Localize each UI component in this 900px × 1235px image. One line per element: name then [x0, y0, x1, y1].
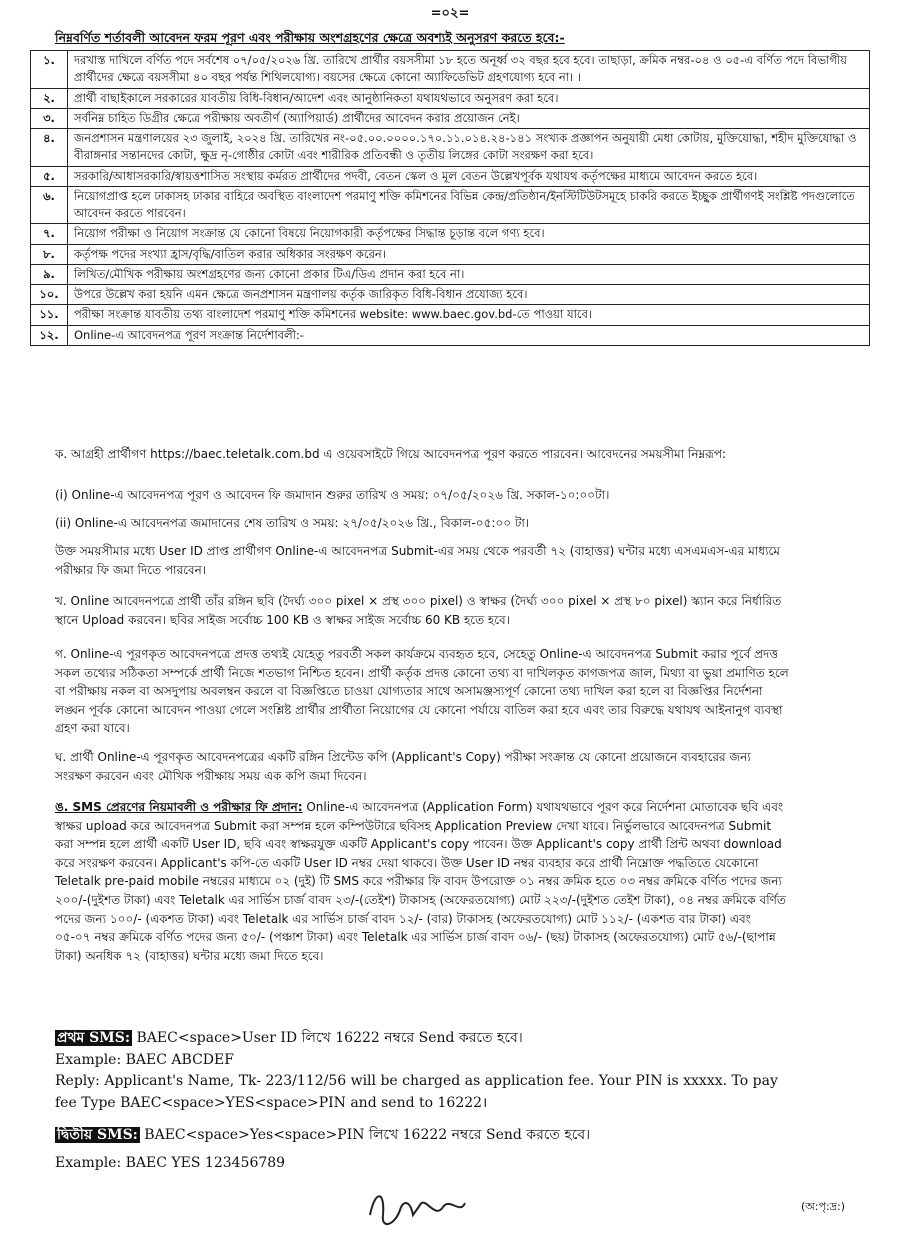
rule-text: নিয়োগ পরীক্ষা ও নিয়োগ সংক্রান্ত যে কোনো বিষয়ে নিয়োগকারী কর্তৃপক্ষের সিদ্ধান্ত চূড়ান্ত বলে গণ্য হবে।: [68, 224, 870, 244]
rule-row: [31, 325, 870, 345]
rule-row: [31, 285, 870, 305]
rule-row: [31, 305, 870, 325]
rule-number: ৭.: [31, 224, 68, 244]
rule-text: উপরে উল্লেখ করা হয়নি এমন ক্ষেত্রে জনপ্রশাসন মন্ত্রণালয় কর্তৃক জারিকৃত বিধি-বিধান প্রযোজ্য হবে।: [68, 285, 870, 305]
rule-row: [31, 129, 870, 167]
instruction-ka-i: [55, 486, 790, 505]
rule-number: ১.: [31, 51, 68, 89]
rule-text: প্রার্থী বাছাইকালে সরকারের যাবতীয় বিধি-বিধান/আদেশ এবং আনুষ্ঠানিকতা যথাযথভাবে অনুসরণ করা হবে।: [68, 88, 870, 108]
signature-image: [365, 1185, 475, 1235]
rule-text: Online-এ আবেদনপত্র পূরণ সংক্রান্ত নির্দেশাবলী:-: [68, 325, 870, 345]
rule-number: ২.: [31, 88, 68, 108]
rule-text: নিয়োগপ্রাপ্ত হলে ঢাকাসহ ঢাকার বাহিরে অবস্থিত বাংলাদেশ পরমাণু শক্তি কমিশনের বিভিন্ন কেন্দ্র/প্রতিষ্ঠান/ইনস্টিটিউটসমূহে চাকরি করতে ইচ্ছুক প্রার্থীগণই সংশ্লিষ্ট পদগুলোতে আবেদন করতে পারবেন।: [68, 186, 870, 224]
continued-note: (অ:পৃ:দ্র:): [800, 1200, 845, 1213]
second-sms-label: দ্বিতীয় SMS:: [57, 1127, 138, 1143]
rule-number: ১০.: [31, 285, 68, 305]
rules-intro: নিম্নবর্ণিত শর্তাবলী আবেদন ফরম পূরণ এবং পরীক্ষায় অংশগ্রহণের ক্ষেত্রে অবশ্যই অনুসরণ করতে হবে:-: [55, 30, 565, 45]
instruction-kha-text: খ. Online আবেদনপত্রে প্রার্থী তাঁর রঙ্গিন ছবি (দৈর্ঘ্য ৩০০ pixel × প্রস্থ ৩০০ pixel) ও স্বাক্ষর (দৈর্ঘ্য ৩০০ pixel × প্রস্থ ৮০ pixel) স্ক্যান করে নির্ধারিত স্থানে Upload করবেন। ছবির সাইজ সর্বোচ্চ 100 KB ও স্বাক্ষর সাইজ সর্বোচ্চ 60 KB হতে হবে।: [55, 594, 782, 627]
instruction-ka-note-text: উক্ত সময়সীমার মধ্যে User ID প্রাপ্ত প্রার্থীগণ Online-এ আবেদনপত্র Submit-এর সময় থেকে পরবর্তী ৭২ (বাহাত্তর) ঘন্টার মধ্যে এসএমএস-এর মাধ্যমে পরীক্ষার ফি জমা দিতে পারবেন।: [55, 544, 780, 577]
rule-number: ১১.: [31, 305, 68, 325]
first-sms-example: Example: BAEC ABCDEF: [55, 1051, 234, 1068]
rule-text: লিখিত/মৌখিক পরীক্ষায় অংশগ্রহণের জন্য কোনো প্রকার টিএ/ডিএ প্রদান করা হবে না।: [68, 264, 870, 284]
rule-number: ৪.: [31, 129, 68, 167]
rules-table: [30, 50, 870, 346]
rule-text: সরকারি/আধাসরকারি/স্বায়ত্তশাসিত সংস্থায় কর্মরত প্রার্থীদের পদবী, বেতন স্কেল ও মূল বেতন উল্লেখপূর্বক যথাযথ কর্তৃপক্ষের মাধ্যমে আবেদন করতে হবে।: [68, 166, 870, 186]
instruction-ka-ii: [55, 514, 790, 533]
rule-row: [31, 166, 870, 186]
first-sms-label: প্রথম SMS:: [57, 1030, 131, 1046]
page-number: =০২=: [430, 6, 470, 21]
rule-row: [31, 51, 870, 89]
rule-row: [31, 186, 870, 224]
rule-text: দরখাস্ত দাখিলে বর্ণিত পদে সর্বশেষ ০৭/০৫/২০২৬ খ্রি. তারিখে প্রার্থীর বয়সসীমা ১৮ হতে অনূর্ধ্ব ৩২ বছর হবে হবে। তাছাড়া, ক্রমিক নম্বর-০৪ ও ০৫-এ বর্ণিত পদে বিভাগীয় প্রার্থীদের ক্ষেত্রে বয়সসীমা ৪০ বছর পর্যন্ত শিথিলযোগ্য। বয়সের ক্ষেত্রে কোনো অ্যাফিডেভিট গ্রহণযোগ্য হবে না। ।: [68, 51, 870, 89]
sms-second: [55, 1125, 790, 1174]
rule-row: [31, 108, 870, 128]
rule-row: [31, 264, 870, 284]
first-sms-text: BAEC<space>User ID লিখে 16222 নম্বরে Send করতে হবে।: [136, 1030, 523, 1046]
rule-number: ৮.: [31, 244, 68, 264]
rule-number: ৫.: [31, 166, 68, 186]
rule-number: ৬.: [31, 186, 68, 224]
instruction-uma: [55, 798, 790, 965]
rule-text: সর্বনিম্ন চাহিত ডিগ্রীর ক্ষেত্রে পরীক্ষায় অবতীর্ণ (অ্যাপিয়ার্ড) প্রার্থীদের আবেদন করার প্রয়োজন নেই।: [68, 108, 870, 128]
rule-text: কর্তৃপক্ষ পদের সংখ্যা হ্রাস/বৃদ্ধি/বাতিল করার অধিকার সংরক্ষণ করেন।: [68, 244, 870, 264]
rule-row: [31, 244, 870, 264]
sms-section-heading: ঙ. SMS প্রেরণের নিয়মাবলী ও পরীক্ষার ফি প্রদান:: [55, 800, 303, 814]
instruction-ka-i-text: (i) Online-এ আবেদনপত্র পূরণ ও আবেদন ফি জমাদান শুরুর তারিখ ও সময়: ০৭/০৫/২০২৬ খ্রি. সকাল-১০:০০টা।: [55, 488, 610, 502]
instruction-ka-ii-text: (ii) Online-এ আবেদনপত্র জমাদানের শেষ তারিখ ও সময়: ২৭/০৫/২০২৬ খ্রি., বিকাল-০৫:০০ টা।: [55, 516, 530, 530]
sms-first: [55, 1028, 790, 1115]
instruction-ka-text: ক. আগ্রহী প্রার্থীগণ https://baec.teletalk.com.bd এ ওয়েবসাইটে গিয়ে আবেদনপত্র পূরণ করতে পারবেন। আবেদনের সময়সীমা নিম্নরূপ:: [55, 447, 727, 461]
instruction-gha: [55, 748, 790, 785]
instruction-ka-note: [55, 542, 790, 579]
second-sms-text: BAEC<space>Yes<space>PIN লিখে 16222 নম্বরে Send করতে হবে।: [144, 1127, 591, 1143]
instruction-gha-text: ঘ. প্রার্থী Online-এ পূরণকৃত আবেদনপত্রের একটি রঙ্গিন প্রিন্টেড কপি (Applicant's Copy) পরীক্ষা সংক্রান্ত যে কোনো প্রয়োজনে ব্যবহারের জন্য সংরক্ষণ করবেন এবং মৌখিক পরীক্ষায় সময় এক কপি জমা দিবেন।: [55, 750, 751, 783]
second-sms-example: Example: BAEC YES 123456789: [55, 1154, 286, 1171]
instruction-kha: [55, 592, 790, 629]
rule-number: ১২.: [31, 325, 68, 345]
rule-number: ৩.: [31, 108, 68, 128]
rule-text: পরীক্ষা সংক্রান্ত যাবতীয় তথ্য বাংলাদেশ পরমাণু শক্তি কমিশনের website: www.baec.gov.bd-তে পাওয়া যাবে।: [68, 305, 870, 325]
instruction-ka: [55, 445, 790, 464]
instruction-ga-text: গ. Online-এ পূরণকৃত আবেদনপত্রে প্রদত্ত তথ্যই যেহেতু পরবর্তী সকল কার্যক্রমে ব্যবহৃত হবে, সেহেতু Online-এ আবেদনপত্র Submit করার পূর্বে প্রদত্ত সকল তথ্যের সঠিকতা সম্পর্কে প্রার্থী নিজে শতভাগ নিশ্চিত হবেন। প্রার্থী কর্তৃক প্রদত্ত কোনো তথ্য বা দাখিলকৃত কাগজপত্র জাল, মিথ্যা বা ভুয়া প্রমাণিত হলে বা পরীক্ষায় নকল বা অসদুপায় অবলম্বন করলে বা বিজ্ঞপ্তিতে চাওয়া যোগ্যতার সাথে অসামঞ্জস্যপূর্ণ কোনো তথ্য দাখিল করা হলে বা বিজ্ঞপ্তির নির্দেশনা লঙ্ঘন পূর্বক কোনো আবেদন পাওয়া গেলে সংশ্লিষ্ট প্রার্থীর প্রার্থীতা নিয়োগের যে কোনো পর্যায়ে বাতিল করা হবে এবং তার বিরুদ্ধে যথাযথ আইনানুগ ব্যবস্থা গ্রহণ করা যাবে।: [55, 647, 789, 736]
rule-row: [31, 224, 870, 244]
rule-row: [31, 88, 870, 108]
instruction-ga: [55, 645, 790, 738]
rule-number: ৯.: [31, 264, 68, 284]
rule-text: জনপ্রশাসন মন্ত্রণালয়ের ২৩ জুলাই, ২০২৪ খ্রি. তারিখের নং-০৫.০০.০০০০.১৭০.১১.০১৪.২৪-১৪১ সংখ্যক প্রজ্ঞাপন অনুযায়ী মেধা কোটায়, মুক্তিযোদ্ধা, শহীদ মুক্তিযোদ্ধা ও বীরাঙ্গনার সন্তানদের কোটা, ক্ষুদ্র নৃ-গোষ্ঠীর কোটা এবং শারীরিক প্রতিবন্ধী ও তৃতীয় লিঙ্গের কোটা সংরক্ষণ করা হবে।: [68, 129, 870, 167]
sms-reply: Reply: Applicant's Name, Tk- 223/112/56 will be charged as application fee. Your PIN is xxxxx. To pay fee Type BAEC<space>YES<space>PIN and send to 16222।: [55, 1073, 778, 1112]
sms-section-text: Online-এ আবেদনপত্র (Application Form) যথাযথভাবে পূরণ করে নির্দেশনা মোতাবেক ছবি এবং স্বাক্ষর upload করে আবেদনপত্র Submit করা সম্পন্ন হলে কম্পিউটারে ছবিসহ Application Preview দেখা যাবে। নির্ভুলভাবে আবেদনপত্র Submit করা সম্পন্ন হলে প্রার্থী একটি User ID, ছবি এবং স্বাক্ষরযুক্ত একটি Applicant's copy পাবেন। উক্ত Applicant's copy প্রার্থী প্রিন্ট অথবা download করে সংরক্ষণ করবেন। Applicant's কপি-তে একটি User ID নম্বর দেয়া থাকবে। উক্ত User ID নম্বর ব্যবহার করে প্রার্থী নিম্নোক্ত পদ্ধতিতে যেকোনো Teletalk pre-paid mobile নম্বরের মাধ্যমে ০২ (দুই) টি SMS করে পরীক্ষার ফি বাবদ উপরোক্ত ০১ নম্বর ক্রমিক হতে ০৩ নম্বর ক্রমিকে বর্ণিত পদের জন্য ২০০/-(দুইশত টাকা) এবং Teletalk এর সার্ভিস চার্জ বাবদ ২৩/-(তেইশ) টাকাসহ (অফেরতযোগ্য) মোট ২২৩/-(দুইশত তেইশ টাকা), ০৪ নম্বর ক্রমিকে বর্ণিত পদের জন্য ১০০/- (একশত টাকা) এবং Teletalk এর সার্ভিস চার্জ বাবদ ১২/- (বার) টাকাসহ (অফেরতযোগ্য) মোট ১১২/- (একশত বার টাকা) এবং ০৫-০৭ নম্বর ক্রমিকে বর্ণিত পদের জন্য ৫০/- (পঞ্চাশ টাকা) এবং Teletalk এর সার্ভিস চার্জ বাবদ ০৬/- (ছয়) টাকাসহ (অফেরতযোগ্য) মোট ৫৬/-(ছাপান্ন টাকা) অনধিক ৭২ (বাহাত্তর) ঘন্টার মধ্যে জমা দিতে হবে।: [55, 800, 786, 963]
